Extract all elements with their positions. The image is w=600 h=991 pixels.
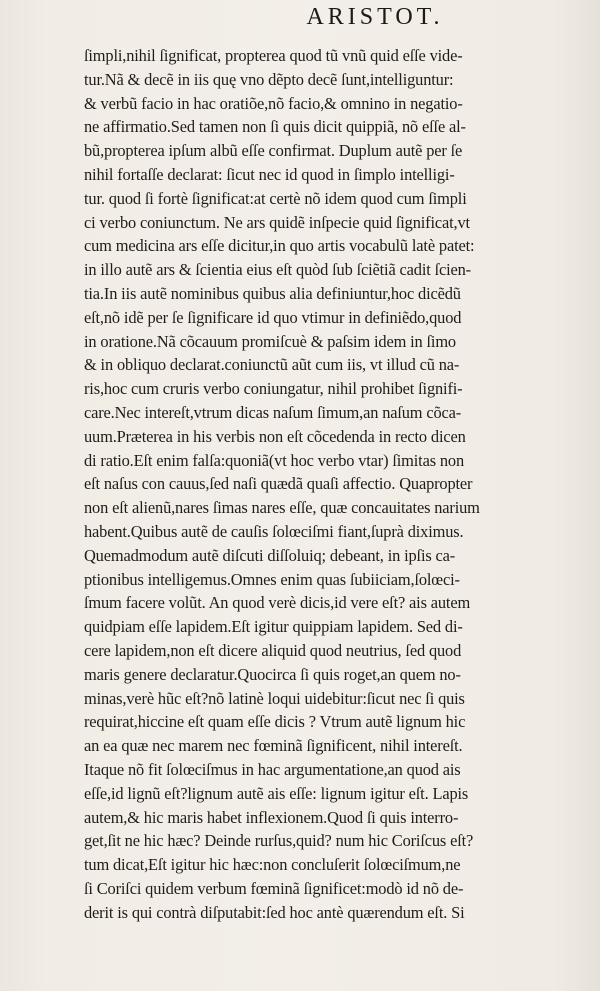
text-line: & verbũ facio in hac oratiõe,nõ facio,& omnino in negatio- [84, 93, 463, 113]
text-line: Itaque nõ fit ſolœciſmus in hac argumentatione,an quod ais [84, 759, 461, 779]
text-line: Quemadmodum autẽ diſcuti diſſoluiq; debeant, in ipſis ca- [84, 545, 456, 565]
text-line: derit is qui contrà diſputabit:ſed hoc antè quærendum eſt. Si [84, 902, 465, 922]
running-header-text: ARISTOT. [306, 4, 444, 30]
text-line: ci verbo coniunctum. Ne ars quidẽ inſpecie quid ſignificat,vt [84, 212, 470, 232]
text-line: cum medicina ars eſſe dicitur,in quo artis vocabulũ latè patet: [84, 236, 475, 256]
running-header [0, 4, 600, 31]
text-line: cere lapidem,non eſt dicere aliquid quod neutrius, ſed quod [84, 640, 462, 660]
text-line: ris,hoc cum cruris verbo coniungatur, nihil prohibet ſignifi- [84, 379, 463, 399]
text-line: tur.Nã & decẽ in iis quę vno dẽpto decẽ ſunt,intelliguntur: [84, 69, 454, 89]
text-line: maris genere declaratur.Quocirca ſi quis roget,an quem no- [84, 664, 461, 684]
text-line: ſmum facere volũt. An quod verè dicis,id vere eſt? ais autem [84, 593, 471, 613]
text-line: eſſe,id lignũ eſt?lignum autẽ ais eſſe: lignum igitur eſt. Lapis [84, 783, 469, 803]
text-line: in oratione.Nã cõcauum promiſcuè & paſsim idem in ſimo [84, 331, 456, 351]
text-line: ptionibus intelligemus.Omnes enim quas ſubiiciam,ſolœci- [84, 569, 460, 589]
text-line: requirat,hiccine eſt quam eſſe dicis ? Vtrum autẽ lignum hic [84, 712, 466, 732]
text-line: di ratio.Eſt enim falſa:quoniã(vt hoc verbo vtar) ſimitas non [84, 450, 465, 470]
text-line: ne affirmatio.Sed tamen non ſi quis dicit quippiã, nõ eſſe al- [84, 117, 466, 137]
text-line: tia.In iis autẽ nominibus quibus alia definiuntur,hoc dicẽdũ [84, 283, 461, 303]
text-line: non eſt alienũ,nares ſimas nares eſſe, quæ concauitates narium [84, 498, 480, 518]
text-line: ſimpli,nihil ſignificat, propterea quod tũ vnũ quid eſſe vide- [84, 46, 463, 65]
text-line: tur. quod ſi fortè ſignificat:at certè nõ idem quod cum ſimpli [84, 188, 467, 208]
text-line: in illo autẽ ars & ſcientia eius eſt quòd ſub ſciẽtiã cadit ſcien- [84, 260, 471, 280]
text-line: tum dicat,Eſt igitur hic hæc:non concluſerit ſolœciſmum,ne [84, 855, 461, 875]
text-line: ſi Coriſci quidem verbum fœminã ſignificet:modò id nõ de- [84, 878, 464, 898]
text-line: eſt naſus con cauus,ſed naſi quædã quaſi affectio. Quapropter [84, 474, 473, 494]
text-line: minas,verè hũc eſt?nõ latinè loqui uidebitur:ſicut nec ſi quis [84, 688, 465, 708]
text-line: uum.Præterea in his verbis non eſt cõcedenda in recto dicen [84, 426, 466, 446]
text-block [84, 44, 568, 924]
text-line: nihil fortaſſe declarat: ſicut nec id quod in ſimplo intelligi- [84, 164, 455, 184]
text-line: quidpiam eſſe lapidem.Eſt igitur quippiam lapidem. Sed di- [84, 617, 463, 637]
text-line: autem,& hic maris habet inflexionem.Quod ſi quis interro- [84, 807, 459, 827]
text-line: habent.Quibus autẽ de cauſis ſolœciſmi fiant,ſuprà diximus. [84, 521, 464, 541]
text-line: get,ſit ne hic hæc? Deinde rurſus,quid? num hic Coriſcus eſt? [84, 831, 474, 851]
text-line: & in obliquo declarat.coniunctũ aũt cum iis, vt illud cũ na- [84, 355, 460, 375]
text-line: eſt,nõ idẽ per ſe ſignificare id quo vtimur in definiẽdo,quod [84, 307, 462, 327]
text-line: bũ,propterea ipſum albũ eſſe confirmat. Duplum autẽ per ſe [84, 141, 463, 161]
text-line: an ea quæ nec marem nec fœminã ſignificent, nihil intereſt. [84, 736, 463, 756]
text-line: care.Nec intereſt,vtrum dicas naſum ſimum,an naſum cõca- [84, 402, 462, 422]
